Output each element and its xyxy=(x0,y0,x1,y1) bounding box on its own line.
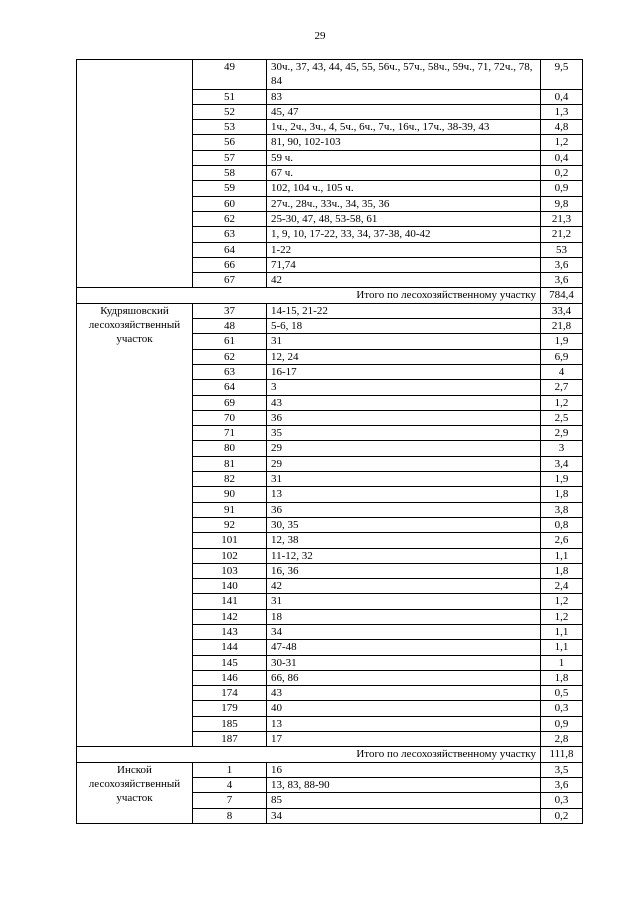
plot-numbers-cell: 71,74 xyxy=(267,257,541,272)
quarter-number-cell: 62 xyxy=(193,211,267,226)
area-cell: 0,3 xyxy=(541,701,583,716)
area-cell: 1,1 xyxy=(541,640,583,655)
area-cell: 53 xyxy=(541,242,583,257)
plot-numbers-cell: 11-12, 32 xyxy=(267,548,541,563)
quarter-number-cell: 103 xyxy=(193,563,267,578)
total-row xyxy=(77,288,583,303)
quarter-number-cell: 92 xyxy=(193,517,267,532)
area-cell: 0,8 xyxy=(541,517,583,532)
area-cell: 0,4 xyxy=(541,89,583,104)
area-cell: 1,1 xyxy=(541,548,583,563)
forest-plots-table xyxy=(76,59,583,824)
quarter-number-cell: 63 xyxy=(193,364,267,379)
plot-numbers-cell: 12, 38 xyxy=(267,533,541,548)
quarter-number-cell: 37 xyxy=(193,303,267,318)
plot-numbers-cell: 31 xyxy=(267,472,541,487)
quarter-number-cell: 63 xyxy=(193,227,267,242)
quarter-number-cell: 66 xyxy=(193,257,267,272)
plot-numbers-cell: 85 xyxy=(267,793,541,808)
area-cell: 3,5 xyxy=(541,762,583,777)
table-row xyxy=(77,762,583,777)
quarter-number-cell: 48 xyxy=(193,319,267,334)
plot-numbers-cell: 16-17 xyxy=(267,364,541,379)
quarter-number-cell: 7 xyxy=(193,793,267,808)
area-cell: 2,4 xyxy=(541,579,583,594)
area-cell: 3,6 xyxy=(541,257,583,272)
area-cell: 1,2 xyxy=(541,594,583,609)
plot-numbers-cell: 29 xyxy=(267,456,541,471)
plot-numbers-cell: 36 xyxy=(267,502,541,517)
area-cell: 2,8 xyxy=(541,732,583,747)
plot-numbers-cell: 12, 24 xyxy=(267,349,541,364)
plot-numbers-cell: 30, 35 xyxy=(267,517,541,532)
area-cell: 2,5 xyxy=(541,410,583,425)
plot-numbers-cell: 29 xyxy=(267,441,541,456)
quarter-number-cell: 185 xyxy=(193,716,267,731)
area-cell: 0,2 xyxy=(541,808,583,823)
area-cell: 2,7 xyxy=(541,380,583,395)
plot-numbers-cell: 81, 90, 102-103 xyxy=(267,135,541,150)
plot-numbers-cell: 14-15, 21-22 xyxy=(267,303,541,318)
area-cell: 1,8 xyxy=(541,563,583,578)
area-cell: 2,6 xyxy=(541,533,583,548)
quarter-number-cell: 8 xyxy=(193,808,267,823)
area-cell: 0,2 xyxy=(541,166,583,181)
plot-numbers-cell: 13, 83, 88-90 xyxy=(267,777,541,792)
total-label: Итого по лесохозяйственному участку xyxy=(77,288,541,303)
plot-numbers-cell: 31 xyxy=(267,334,541,349)
plot-numbers-cell: 45, 47 xyxy=(267,104,541,119)
plot-numbers-cell: 13 xyxy=(267,716,541,731)
total-label: Итого по лесохозяйственному участку xyxy=(77,747,541,762)
plot-numbers-cell: 47-48 xyxy=(267,640,541,655)
area-cell: 3,6 xyxy=(541,273,583,288)
area-cell: 3,6 xyxy=(541,777,583,792)
plot-numbers-cell: 27ч., 28ч., 33ч., 34, 35, 36 xyxy=(267,196,541,211)
area-cell: 0,3 xyxy=(541,793,583,808)
area-cell: 0,9 xyxy=(541,181,583,196)
area-cell: 1 xyxy=(541,655,583,670)
plot-numbers-cell: 34 xyxy=(267,808,541,823)
area-cell: 9,8 xyxy=(541,196,583,211)
quarter-number-cell: 58 xyxy=(193,166,267,181)
plot-numbers-cell: 5-6, 18 xyxy=(267,319,541,334)
section-name-cell: Кудряшовский лесохозяйственный участок xyxy=(77,303,193,747)
area-cell: 3,4 xyxy=(541,456,583,471)
area-cell: 1,2 xyxy=(541,609,583,624)
area-cell: 4 xyxy=(541,364,583,379)
quarter-number-cell: 4 xyxy=(193,777,267,792)
area-cell: 1,2 xyxy=(541,395,583,410)
plot-numbers-cell: 1, 9, 10, 17-22, 33, 34, 37-38, 40-42 xyxy=(267,227,541,242)
area-cell: 3 xyxy=(541,441,583,456)
table-row xyxy=(77,60,583,90)
plot-numbers-cell: 83 xyxy=(267,89,541,104)
plot-numbers-cell: 67 ч. xyxy=(267,166,541,181)
quarter-number-cell: 174 xyxy=(193,686,267,701)
area-cell: 1,9 xyxy=(541,472,583,487)
quarter-number-cell: 59 xyxy=(193,181,267,196)
quarter-number-cell: 143 xyxy=(193,624,267,639)
plot-numbers-cell: 13 xyxy=(267,487,541,502)
area-cell: 21,8 xyxy=(541,319,583,334)
quarter-number-cell: 102 xyxy=(193,548,267,563)
quarter-number-cell: 49 xyxy=(193,60,267,90)
plot-numbers-cell: 36 xyxy=(267,410,541,425)
area-cell: 0,9 xyxy=(541,716,583,731)
area-cell: 1,8 xyxy=(541,487,583,502)
plot-numbers-cell: 102, 104 ч., 105 ч. xyxy=(267,181,541,196)
plot-numbers-cell: 18 xyxy=(267,609,541,624)
plot-numbers-cell: 34 xyxy=(267,624,541,639)
area-cell: 1,2 xyxy=(541,135,583,150)
quarter-number-cell: 179 xyxy=(193,701,267,716)
quarter-number-cell: 145 xyxy=(193,655,267,670)
area-cell: 1,3 xyxy=(541,104,583,119)
section-name-cell xyxy=(77,60,193,288)
quarter-number-cell: 71 xyxy=(193,426,267,441)
plot-numbers-cell: 25-30, 47, 48, 53-58, 61 xyxy=(267,211,541,226)
plot-numbers-cell: 43 xyxy=(267,686,541,701)
quarter-number-cell: 70 xyxy=(193,410,267,425)
plot-numbers-cell: 30ч., 37, 43, 44, 45, 55, 56ч., 57ч., 58ч., 59ч., 71, 72ч., 78, 84 xyxy=(267,60,541,90)
quarter-number-cell: 1 xyxy=(193,762,267,777)
quarter-number-cell: 56 xyxy=(193,135,267,150)
area-cell: 1,1 xyxy=(541,624,583,639)
area-cell: 3,8 xyxy=(541,502,583,517)
quarter-number-cell: 90 xyxy=(193,487,267,502)
plot-numbers-cell: 17 xyxy=(267,732,541,747)
quarter-number-cell: 101 xyxy=(193,533,267,548)
area-cell: 33,4 xyxy=(541,303,583,318)
quarter-number-cell: 51 xyxy=(193,89,267,104)
quarter-number-cell: 140 xyxy=(193,579,267,594)
quarter-number-cell: 67 xyxy=(193,273,267,288)
plot-numbers-cell: 59 ч. xyxy=(267,150,541,165)
quarter-number-cell: 64 xyxy=(193,380,267,395)
area-cell: 6,9 xyxy=(541,349,583,364)
plot-numbers-cell: 42 xyxy=(267,579,541,594)
quarter-number-cell: 53 xyxy=(193,120,267,135)
quarter-number-cell: 52 xyxy=(193,104,267,119)
area-cell: 4,8 xyxy=(541,120,583,135)
plot-numbers-cell: 43 xyxy=(267,395,541,410)
page-number: 29 xyxy=(314,30,326,42)
quarter-number-cell: 144 xyxy=(193,640,267,655)
plot-numbers-cell: 42 xyxy=(267,273,541,288)
plot-numbers-cell: 40 xyxy=(267,701,541,716)
plot-numbers-cell: 1ч., 2ч., 3ч., 4, 5ч., 6ч., 7ч., 16ч., 17ч., 38-39, 43 xyxy=(267,120,541,135)
quarter-number-cell: 69 xyxy=(193,395,267,410)
quarter-number-cell: 64 xyxy=(193,242,267,257)
plot-numbers-cell: 66, 86 xyxy=(267,670,541,685)
plot-numbers-cell: 1-22 xyxy=(267,242,541,257)
area-cell: 9,5 xyxy=(541,60,583,90)
area-cell: 2,9 xyxy=(541,426,583,441)
area-cell: 21,3 xyxy=(541,211,583,226)
quarter-number-cell: 82 xyxy=(193,472,267,487)
quarter-number-cell: 57 xyxy=(193,150,267,165)
total-value: 784,4 xyxy=(541,288,583,303)
quarter-number-cell: 81 xyxy=(193,456,267,471)
quarter-number-cell: 146 xyxy=(193,670,267,685)
area-cell: 1,9 xyxy=(541,334,583,349)
table-row xyxy=(77,303,583,318)
quarter-number-cell: 80 xyxy=(193,441,267,456)
area-cell: 1,8 xyxy=(541,670,583,685)
quarter-number-cell: 62 xyxy=(193,349,267,364)
plot-numbers-cell: 16, 36 xyxy=(267,563,541,578)
plot-numbers-cell: 35 xyxy=(267,426,541,441)
quarter-number-cell: 61 xyxy=(193,334,267,349)
area-cell: 21,2 xyxy=(541,227,583,242)
plot-numbers-cell: 31 xyxy=(267,594,541,609)
quarter-number-cell: 142 xyxy=(193,609,267,624)
quarter-number-cell: 60 xyxy=(193,196,267,211)
quarter-number-cell: 187 xyxy=(193,732,267,747)
total-row xyxy=(77,747,583,762)
quarter-number-cell: 91 xyxy=(193,502,267,517)
plot-numbers-cell: 3 xyxy=(267,380,541,395)
section-name-cell: Инской лесохозяйственный участок xyxy=(77,762,193,823)
area-cell: 0,5 xyxy=(541,686,583,701)
total-value: 111,8 xyxy=(541,747,583,762)
plot-numbers-cell: 16 xyxy=(267,762,541,777)
plot-numbers-cell: 30-31 xyxy=(267,655,541,670)
quarter-number-cell: 141 xyxy=(193,594,267,609)
area-cell: 0,4 xyxy=(541,150,583,165)
